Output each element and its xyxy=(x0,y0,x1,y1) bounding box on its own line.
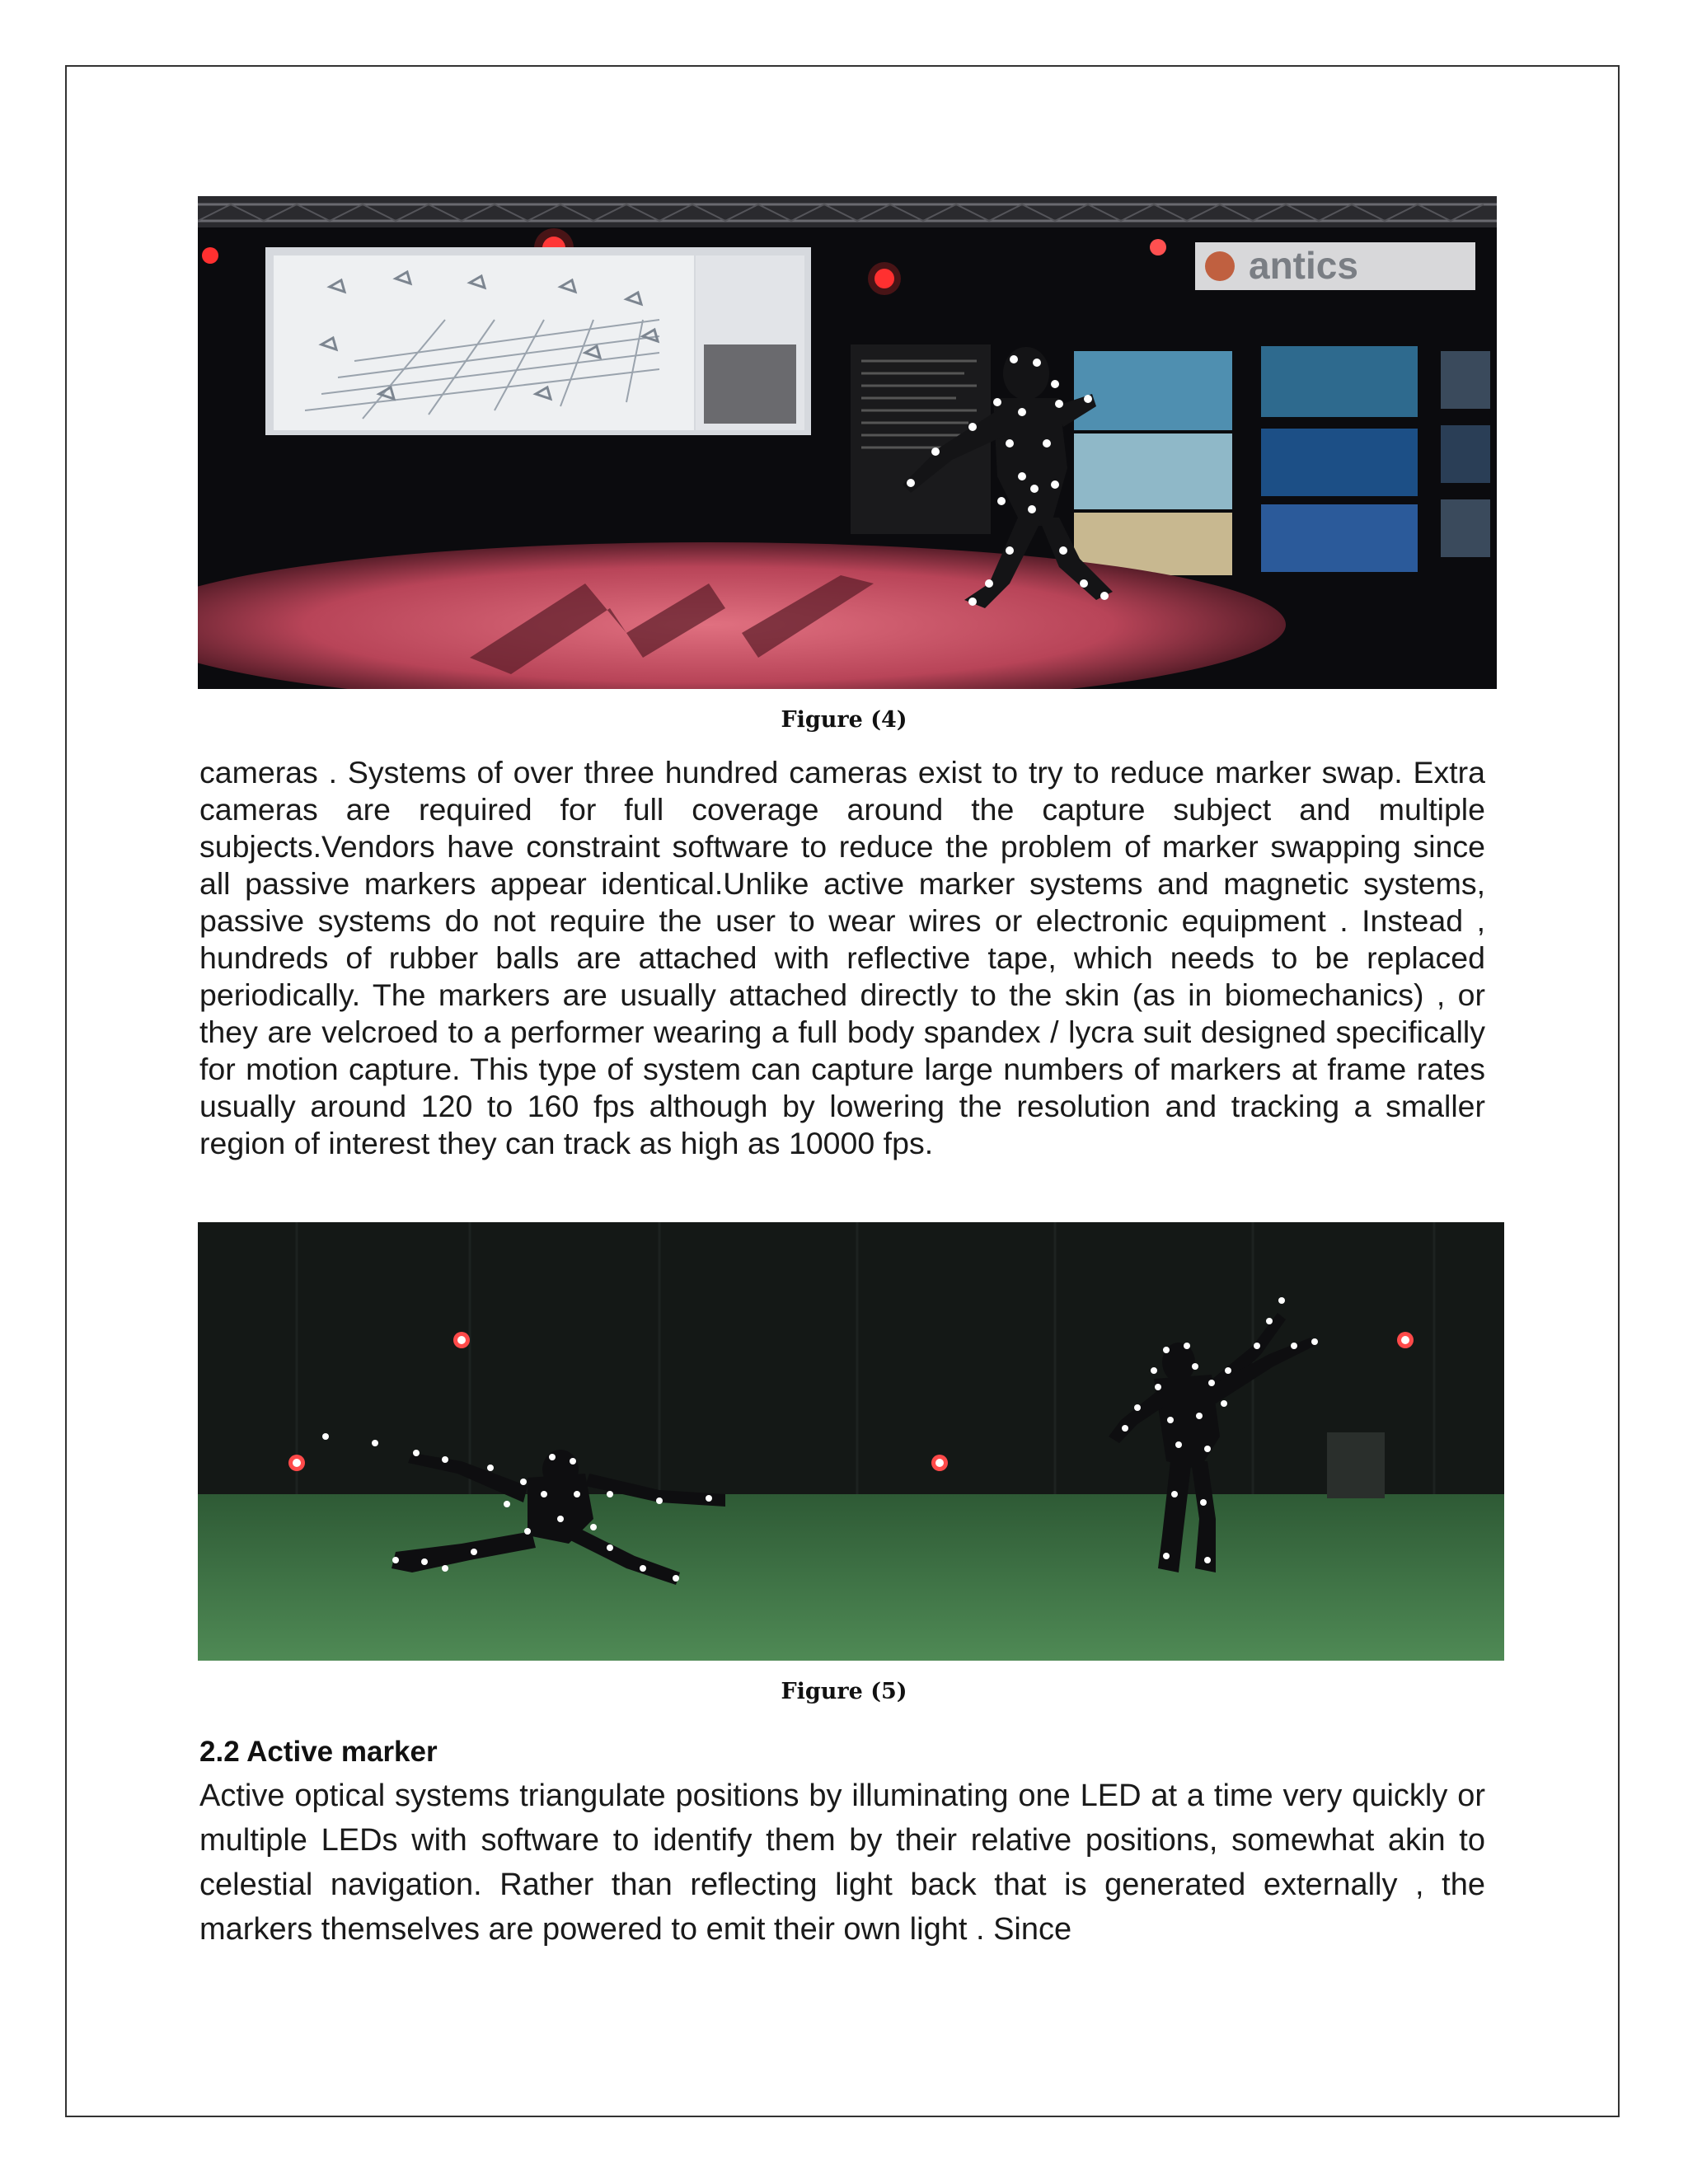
figure-5-image xyxy=(198,1222,1504,1661)
body-paragraph-2: Active optical systems triangulate positions by illuminating one LED at a time very quickly or multiple LEDs with software to identify them by their relative positions, somewhat akin to celestial navigation. Rather than reflecting light back that is generated externally , the markers themselves are powered to emit their own light . Since xyxy=(199,1779,1485,1947)
figure-4-caption: Figure (4) xyxy=(781,707,907,733)
figure-5-caption: Figure (5) xyxy=(781,1679,907,1704)
figure-5-illustration xyxy=(198,1222,1504,1661)
figure-4-image xyxy=(198,196,1497,689)
antics-sign: antics xyxy=(1249,244,1358,287)
section-heading: 2.2 Active marker xyxy=(199,1736,438,1768)
body-paragraph-1: cameras . Systems of over three hundred cameras exist to try to reduce marker swap. Extra cameras are required for full coverage around the capture subject and multiple subjects.Vendors have constraint software to reduce the problem of marker swapping since all passive markers appear identical.Unlike active marker systems and magnetic systems, passive systems do not require the user to wear wires or electronic equipment . Instead , hundreds of rubber balls are attached with reflective tape, which needs to be replaced periodically. The markers are usually attached directly to the skin (as in biomechanics) , or they are velcroed to a performer wearing a full body spandex / lycra suit designed specifically for motion capture. This type of system can capture large numbers of markers at frame rates usually around 120 to 160 fps although by lowering the resolution and tracking a smaller region of interest they can track as high as 10000 fps. xyxy=(199,755,1485,1160)
figure-4-illustration xyxy=(198,196,1497,689)
